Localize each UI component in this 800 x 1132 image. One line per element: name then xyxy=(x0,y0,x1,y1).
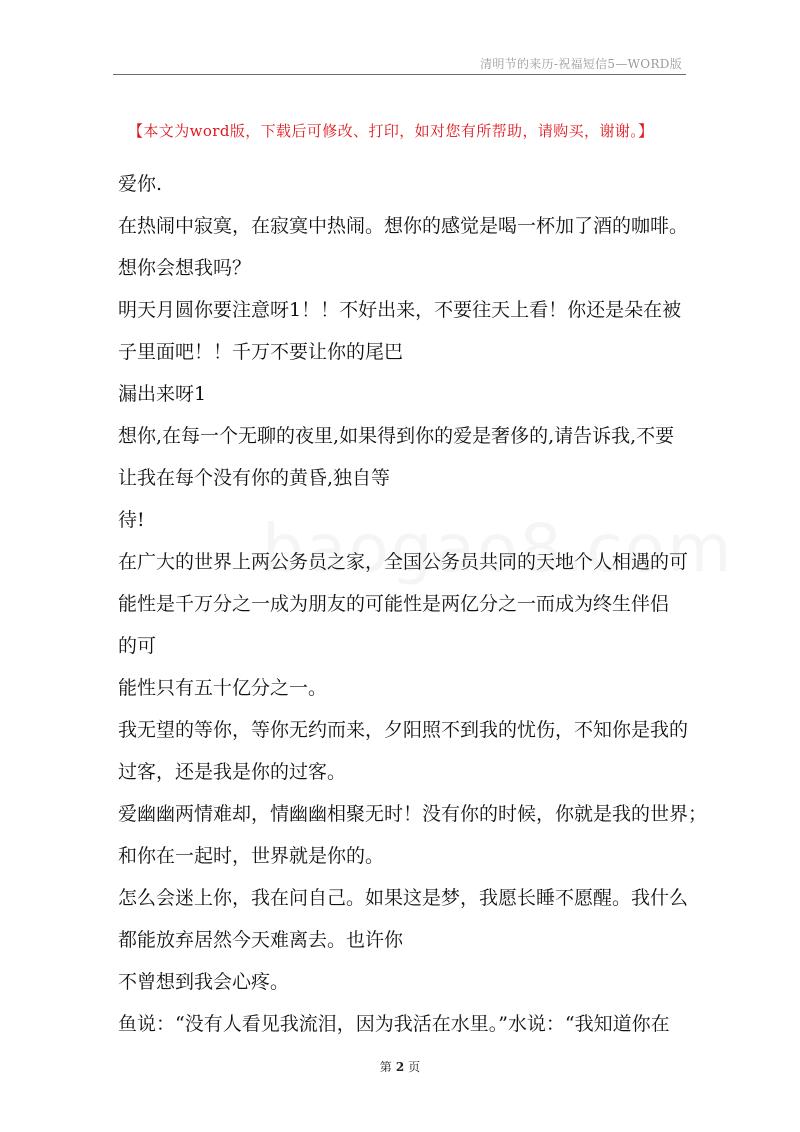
watermark xyxy=(262,510,733,587)
page-footer xyxy=(0,1058,800,1075)
body-line: 鱼说：“没有人看见我流泪，因为我活在水里。”水说：“我知道你在 xyxy=(118,1013,670,1035)
body-line: 的可 xyxy=(118,635,157,657)
body-line: 在热闹中寂寞，在寂寞中热闹。想你的感觉是喝一杯加了酒的咖啡。 xyxy=(118,215,689,237)
body-line: 不曾想到我会心疼。 xyxy=(118,971,290,993)
body-line: 想你,在每一个无聊的夜里,如果得到你的爱是奢侈的,请告诉我,不要 xyxy=(118,425,675,447)
body-line: 和你在一起时，世界就是你的。 xyxy=(118,845,385,867)
body-line: 想你会想我吗？ xyxy=(118,257,252,279)
body-line: 让我在每个没有你的黄昏,独自等 xyxy=(118,467,391,489)
body-line: 都能放弃居然今天难离去。也许你 xyxy=(118,929,404,951)
body-line: 能性只有五十亿分之一。 xyxy=(118,677,328,699)
body-line: 我无望的等你，等你无约而来，夕阳照不到我的忧伤，不知你是我的 xyxy=(118,719,689,741)
body-line: 怎么会迷上你，我在问自己。如果这是梦，我愿长睡不愿醒。我什么 xyxy=(118,887,689,909)
page-number: 2 xyxy=(395,1060,405,1074)
page-header-title: 清明节的来历-祝福短信5—WORD版 xyxy=(480,57,682,71)
body-line: 爱幽幽两情难却，情幽幽相聚无时！没有你的时候，你就是我的世界； xyxy=(118,803,708,825)
body-line: 过客，还是我是你的过客。 xyxy=(118,761,347,783)
header-divider xyxy=(113,74,686,75)
footer-prefix: 第 xyxy=(379,1060,392,1074)
body-line: 待! xyxy=(118,509,145,531)
body-line: 在广大的世界上两公务员之家，全国公务员共同的天地个人相遇的可 xyxy=(118,551,689,573)
body-line: 爱你. xyxy=(118,173,163,195)
footer-suffix: 页 xyxy=(408,1060,421,1074)
purchase-notice: 【本文为word版，下载后可修改、打印，如对您有所帮助，请购买，谢谢。】 xyxy=(128,122,654,140)
body-line: 明天月圆你要注意呀1！！不好出来，不要往天上看！你还是朵在被 xyxy=(118,299,682,321)
body-line: 漏出来呀1 xyxy=(118,383,207,405)
body-line: 子里面吧！！千万不要让你的尾巴 xyxy=(118,341,404,363)
body-line: 能性是千万分之一成为朋友的可能性是两亿分之一而成为终生伴侣 xyxy=(118,593,670,615)
